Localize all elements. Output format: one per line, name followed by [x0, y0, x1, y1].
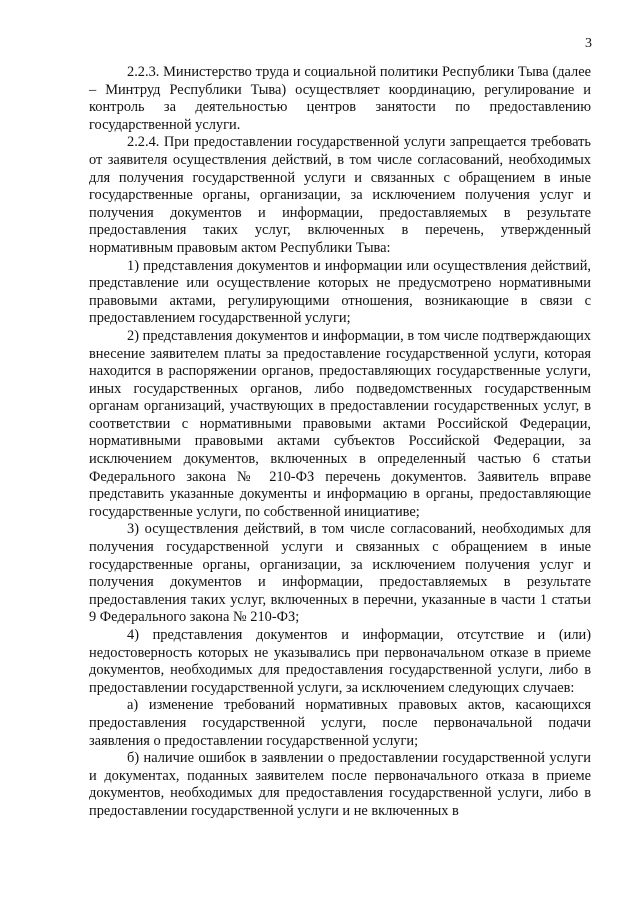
sub-item-b: б) наличие ошибок в заявлении о предоставлении государственной услуги и документах, поданных заявителем после первоначального отказа в приеме документов, необходимых для предоставления государственной услуги, либо в предоставлении государственной услуги и не включенных в: [89, 750, 591, 819]
paragraph-2-2-3: 2.2.3. Министерство труда и социальной политики Республики Тыва (далее – Минтруд Республики Тыва) осуществляет координацию, регулирование и контроль за деятельностью центров занятости по предоставлению государственной услуги.: [89, 64, 591, 133]
sub-item-a: а) изменение требований нормативных правовых актов, касающихся предоставления государственной услуги, после первоначальной подачи заявления о предоставлении государственной услуги;: [89, 697, 591, 749]
list-item-4: 4) представления документов и информации, отсутствие и (или) недостоверность которых не указывались при первоначальном отказе в приеме документов, необходимых для предоставления государственной услуги, либо в предоставлении государственной услуги, за исключением следующих случаев:: [89, 627, 591, 696]
list-item-3: 3) осуществления действий, в том числе согласований, необходимых для получения государственной услуги и связанных с обращением в иные государственные органы, организации, за исключением получения услуг и получения документов и информации, предоставляемых в результате предоставления таких услуг, включенных в перечни, указанные в части 1 статьи 9 Федерального закона № 210-ФЗ;: [89, 521, 591, 626]
document-body: [89, 64, 591, 821]
page-number: 3: [585, 36, 592, 51]
paragraph-2-2-4: 2.2.4. При предоставлении государственной услуги запрещается требовать от заявителя осуществления действий, в том числе согласований, необходимых для получения государственной услуги и связанных с обращением в иные государственные органы, организации, за исключением получения услуг и получения документов и информации, предоставляемых в результате предоставления таких услуг, включенных в перечень, утвержденный нормативным правовым актом Республики Тыва:: [89, 134, 591, 256]
list-item-1: 1) представления документов и информации или осуществления действий, представление или осуществление которых не предусмотрено нормативными правовыми актами, регулирующими отношения, возникающие в связи с предоставлением государственной услуги;: [89, 257, 591, 327]
list-item-2: 2) представления документов и информации, в том числе подтверждающих внесение заявителем платы за предоставление государственной услуги, которая находится в распоряжении органов, предоставляющих государственные услуги, иных государственных органов, либо подведомственных государственным органам организаций, участвующих в предоставлении государственных услуг, в соответствии с нормативными правовыми актами Российской Федерации, нормативными правовыми актами субъектов Российской Федерации, за исключением документов, включенных в определенный частью 6 статьи Федерального закона № 210-ФЗ перечень документов. Заявитель вправе представить указанные документы и информацию в органы, предоставляющие государственные услуги, по собственной инициативе;: [89, 327, 591, 520]
